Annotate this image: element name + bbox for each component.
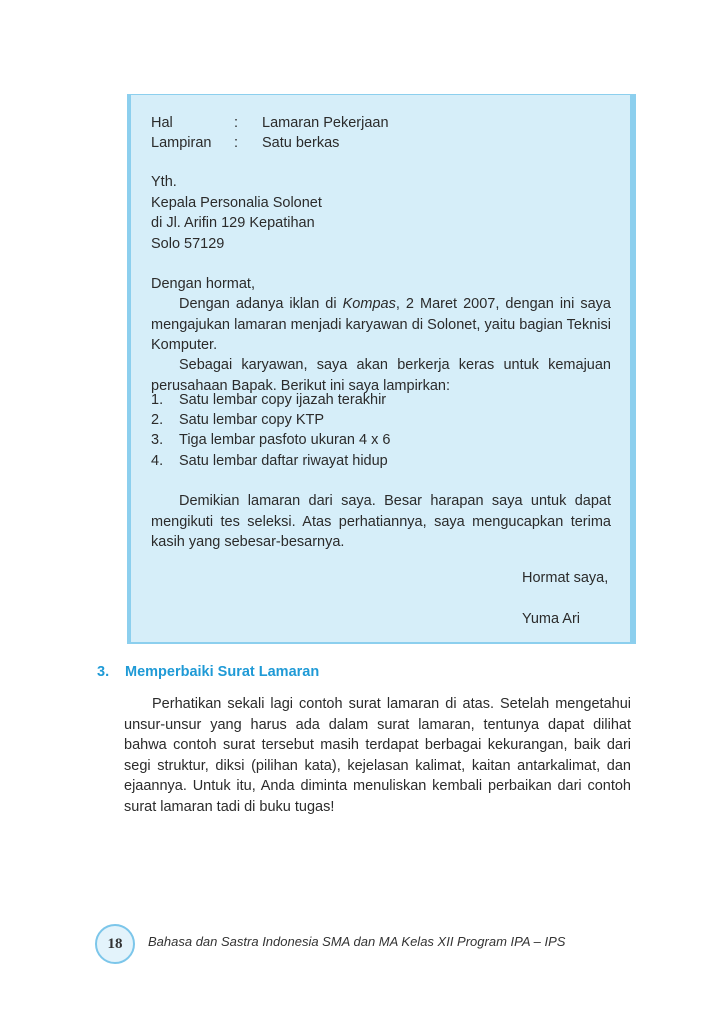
book-title: Bahasa dan Sastra Indonesia SMA dan MA Kelas XII Program IPA – IPS — [148, 934, 566, 949]
attachment-number: 3. — [151, 432, 164, 448]
letter-paragraph-1 — [151, 294, 611, 356]
attachment-item: Satu lembar daftar riwayat hidup — [179, 453, 388, 469]
closing: Hormat saya, — [522, 570, 609, 586]
section-number: 3. — [97, 664, 110, 680]
p1-text-before: Dengan adanya iklan di — [179, 296, 343, 312]
attachment-item: Satu lembar copy ijazah terakhir — [179, 392, 387, 408]
attachment-number: 2. — [151, 412, 164, 428]
addressee-line: Yth. — [151, 174, 177, 190]
section-paragraph — [124, 694, 631, 817]
section-title: Memperbaiki Surat Lamaran — [125, 664, 320, 680]
newspaper-name: Kompas — [342, 296, 396, 312]
addressee-line: di Jl. Arifin 129 Kepatihan — [151, 215, 315, 231]
lampiran-label: Lampiran — [151, 135, 212, 151]
hal-value: Lamaran Pekerjaan — [262, 115, 389, 131]
section-paragraph-text: Perhatikan sekali lagi contoh surat lamaran di atas. Setelah mengetahui unsur-unsur yang harus ada dalam surat lamaran, tentunya dapat dilihat bahwa contoh surat tersebut masih terdapat berbagai kekurangan, baik dari segi struktur, diksi (pilihan kata), kejelasan kalimat, kaitan antarkalimat, dan ejaannya. Untuk itu, Anda diminta menuliskan kembali perbaikan dari contoh surat lamaran tadi di buku tugas! — [124, 696, 631, 815]
p2-text: Sebagai karyawan, saya akan berkerja keras untuk kemajuan perusahaan Bapak. Berikut ini saya lampirkan: — [151, 357, 611, 394]
attachment-number: 4. — [151, 453, 164, 469]
signature: Yuma Ari — [522, 611, 581, 627]
page-number-badge — [95, 924, 135, 964]
hal-colon: : — [234, 115, 239, 131]
hal-label: Hal — [151, 115, 173, 131]
letter-paragraph-3 — [151, 491, 611, 553]
p3-text: Demikian lamaran dari saya. Besar harapan saya untuk dapat mengikuti tes seleksi. Atas perhatiannya, saya mengucapkan terima kasih yang sebesar-besarnya. — [151, 493, 611, 550]
lampiran-value: Satu berkas — [262, 135, 340, 151]
p1-text-after: , 2 Maret 2007, dengan ini saya mengajukan lamaran menjadi karyawan di Solonet, yaitu bagian Teknisi Komputer. — [151, 296, 612, 353]
attachment-item: Tiga lembar pasfoto ukuran 4 x 6 — [179, 432, 391, 448]
section-heading — [97, 664, 319, 680]
page-number: 18 — [107, 935, 123, 952]
addressee-line: Solo 57129 — [151, 236, 225, 252]
attachment-number: 1. — [151, 392, 164, 408]
lampiran-colon: : — [234, 135, 239, 151]
attachment-item: Satu lembar copy KTP — [179, 412, 325, 428]
addressee-line: Kepala Personalia Solonet — [151, 195, 322, 211]
greeting: Dengan hormat, — [151, 276, 255, 292]
